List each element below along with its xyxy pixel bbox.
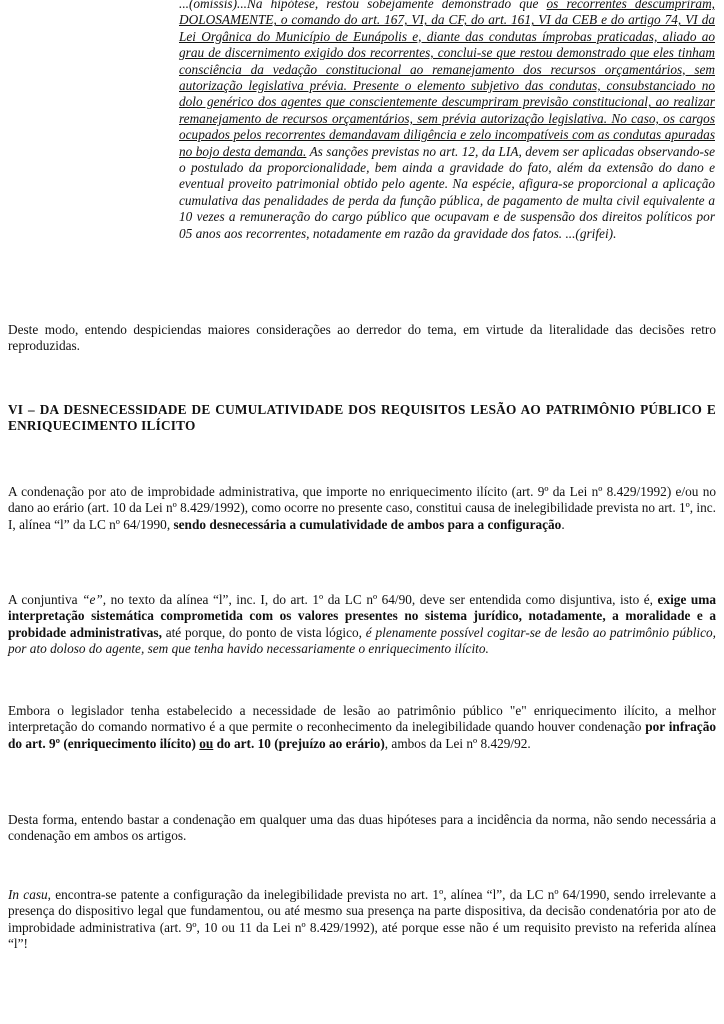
p6-text: , encontra-se patente a configuração da inelegibilidade prevista no art. 1º, alínea “l”, da LC nº 64/1990, sendo irrelevante a presença do dispositivo legal que fundamentou, ou até mesmo sua presença na parte dispositiva, da decisão condenatória por ato de improbidade administrativa (art. 9º, 10 ou 11 da Lei nº 8.429/1992), até porque esse não é um requisito previsto na referida alínea “l”!	[8, 887, 716, 952]
p3-text-b: no texto da alínea “l”, inc. I, do art. 1º da LC nº 64/90, deve ser entendida como disjuntiva, isto é,	[106, 592, 658, 607]
paragraph-in-casu	[8, 887, 716, 953]
p4-bold-underlined-ou: ou	[199, 735, 214, 751]
p2-text: A condenação por ato de improbidade administrativa, que importe no enriquecimento ilícito (art. 9º da Lei nº 8.429/1992) e/ou no dano ao erário (art. 10 da Lei nº 8.429/1992), como ocorre no presente caso, constitui causa de inelegibilidade prevista no art. 1º, inc. I, alínea “l” da LC nº 64/1990,	[8, 484, 716, 532]
p4-text-b: , ambos da Lei nº 8.429/92.	[384, 735, 531, 751]
p3-italic-e: “e”,	[82, 592, 107, 607]
quote-text-intro: ...(omissis)...Na hipótese, restou sobejamente demonstrado que	[179, 0, 547, 11]
quote-underlined-text: os recorrentes descumpriram, DOLOSAMENTE, o comando do art. 167, VI, da CF, do art. 161, VI da CEB e do artigo 74, VI da Lei Orgânica do Município de Eunápolis e, diante das condutas ímprobas praticadas, aliado ao grau de discernimento exigido dos recorrentes, conclui-se que restou demonstrado que eles tinham consciência da vedação constitucional ao remanejamento dos recursos orçamentários, sem autorização legislativa prévia. Presente o elemento subjetivo das condutas, consubstanciado no dolo genérico dos agentes que conscientemente descumpriram previsão constitucional, ao realizar remanejamento de recursos orçamentários, sem prévia autorização legislativa. No caso, os cargos ocupados pelos recorrentes demandavam diligência e zelo incompatíveis com as condutas apuradas no bojo desta demanda.	[179, 0, 715, 159]
paragraph-conjunctive	[8, 592, 716, 658]
paragraph-condemnation	[8, 484, 716, 533]
paragraph-considerations: Deste modo, entendo despiciendas maiores considerações ao derredor do tema, em virtude da literalidade das decisões retro reproduzidas.	[8, 322, 716, 354]
p2-bold-text: sendo desnecessária a cumulatividade de ambos para a configuração	[173, 516, 562, 532]
p6-italic-in-casu: In casu	[8, 887, 48, 902]
p3-text-c: até porque, do ponto de vista lógico,	[161, 624, 366, 640]
quote-text-sanctions: As sanções previstas no art. 12, da LIA, devem ser aplicadas observando-se o postulado da proporcionalidade, bem ainda a gravidade do fato, além da extensão do dano e eventual proveito patrimonial obtido pelo agente. Na espécie, afigura-se proporcional a aplicação cumulativa das penalidades de perda da função pública, de pagamento de multa civil equivalente a 10 vezes a remuneração do cargo público que ocupavam e de suspensão dos direitos políticos por 05 anos aos recorrentes, notadamente em razão da gravidade dos fatos. ...(grifei).	[179, 143, 715, 241]
block-quote	[179, 0, 715, 242]
p4-bold-a: por infração do art. 9º (enriquecimento ilícito)	[8, 719, 716, 751]
section-heading: VI – DA DESNECESSIDADE DE CUMULATIVIDADE DOS REQUISITOS LESÃO AO PATRIMÔNIO PÚBLICO E ENRIQUECIMENTO ILÍCITO	[8, 402, 716, 434]
paragraph-conclusion: Desta forma, entendo bastar a condenação em qualquer uma das duas hipóteses para a incidência da norma, não sendo necessária a condenação em ambos os artigos.	[8, 812, 716, 844]
p4-bold-b: do art. 10 (prejuízo ao erário)	[213, 735, 385, 751]
quote-paragraph	[179, 0, 715, 242]
p2-text-end: .	[561, 516, 565, 532]
paragraph-legislator	[8, 703, 716, 752]
p3-text-a: A conjuntiva	[8, 592, 83, 607]
p3-italic-text: é plenamente possível cogitar-se de lesão ao patrimônio público, por ato doloso do agente, sem que tenha havido necessariamente o enriquecimento ilícito.	[8, 624, 716, 657]
p4-text-a: Embora o legislador tenha estabelecido a necessidade de lesão ao patrimônio público "e" enriquecimento ilícito, a melhor interpretação do comando normativo é a que permite o reconhecimento da inelegibilidade quando houver condenação	[8, 703, 716, 735]
p3-bold-text: exige uma interpretação sistemática comprometida com os valores presentes no sistema jurídico, notadamente, a moralidade e a probidade administrativas,	[8, 592, 716, 640]
